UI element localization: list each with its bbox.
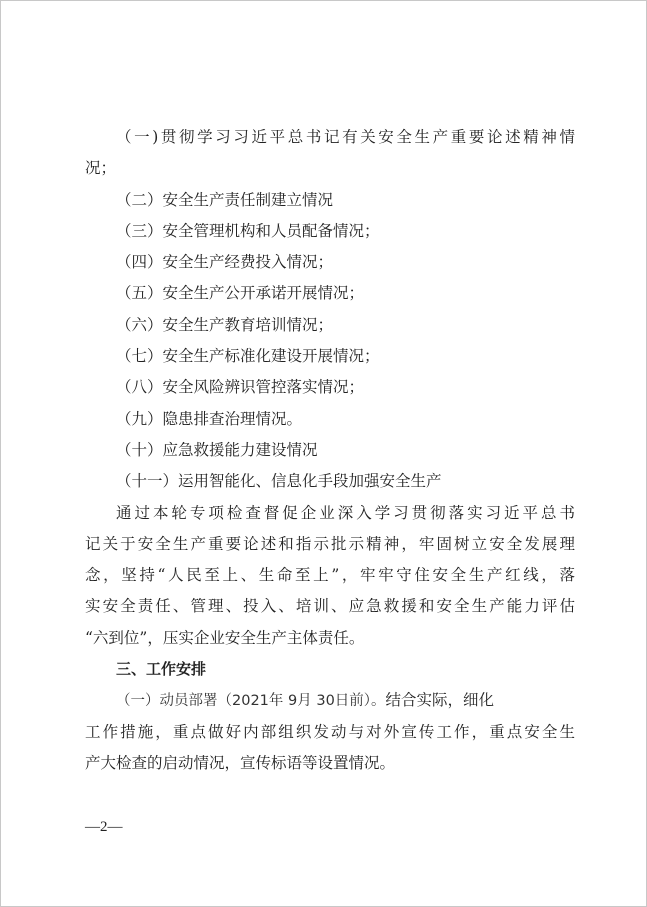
list-item-4: （四）安全生产经费投入情况； bbox=[116, 253, 334, 272]
list-item-6: （六）安全生产教育培训情况； bbox=[116, 315, 334, 334]
list-item-2: （二）安全生产责任制建立情况 bbox=[116, 190, 334, 209]
document-body bbox=[85, 122, 575, 779]
summary-paragraph bbox=[85, 498, 575, 654]
list-item-3: （三）安全管理机构和人员配备情况； bbox=[116, 221, 380, 240]
paragraph-line: 通过本轮专项检查督促企业深入学习贯彻落实习近平总书 bbox=[116, 503, 575, 522]
list-item-8: （八）安全风险辨识管控落实情况； bbox=[116, 378, 365, 397]
list-item-9: （九）隐患排查治理情况。 bbox=[116, 409, 303, 428]
list-item-5: （五）安全生产公开承诺开展情况； bbox=[116, 284, 365, 303]
page-number: —2— bbox=[85, 819, 123, 835]
paragraph-line: 实安全责任、管理、投入、培训、应急救援和安全生产能力评估 bbox=[85, 597, 575, 616]
paragraph-line: 念，坚持“人民至上、生命至上”，牢牢守住安全生产红线，落 bbox=[85, 566, 575, 585]
paragraph-line: “六到位”，压实企业安全生产主体责任。 bbox=[85, 628, 365, 647]
section-heading: 三、工作安排 bbox=[116, 660, 207, 679]
list-item-1-continuation: 况； bbox=[85, 159, 117, 178]
list-item-11: （十一）运用智能化、信息化手段加强安全生产 bbox=[116, 472, 442, 491]
arrangement-prefix: （一）动员部署（2021年 9月 30日前）。 bbox=[116, 693, 386, 710]
arrangement-line-1-rest: 结合实际，细化 bbox=[385, 691, 495, 710]
list-item-7: （七）安全生产标准化建设开展情况； bbox=[116, 347, 380, 366]
list-item-10: （十）应急救援能力建设情况 bbox=[116, 440, 318, 459]
arrangement-line-1 bbox=[85, 685, 575, 716]
list-item-1: （一)贯彻学习习近平总书记有关安全生产重要论述精神情 bbox=[116, 128, 575, 146]
paragraph-line: 记关于安全生产重要论述和指示批示精神，牢固树立安全发展理 bbox=[85, 534, 575, 553]
arrangement-line-2: 工作措施，重点做好内部组织发动与对外宣传工作，重点安全生 bbox=[85, 722, 575, 741]
arrangement-line-3: 产大检查的启动情况，宣传标语等设置情况。 bbox=[85, 753, 396, 772]
